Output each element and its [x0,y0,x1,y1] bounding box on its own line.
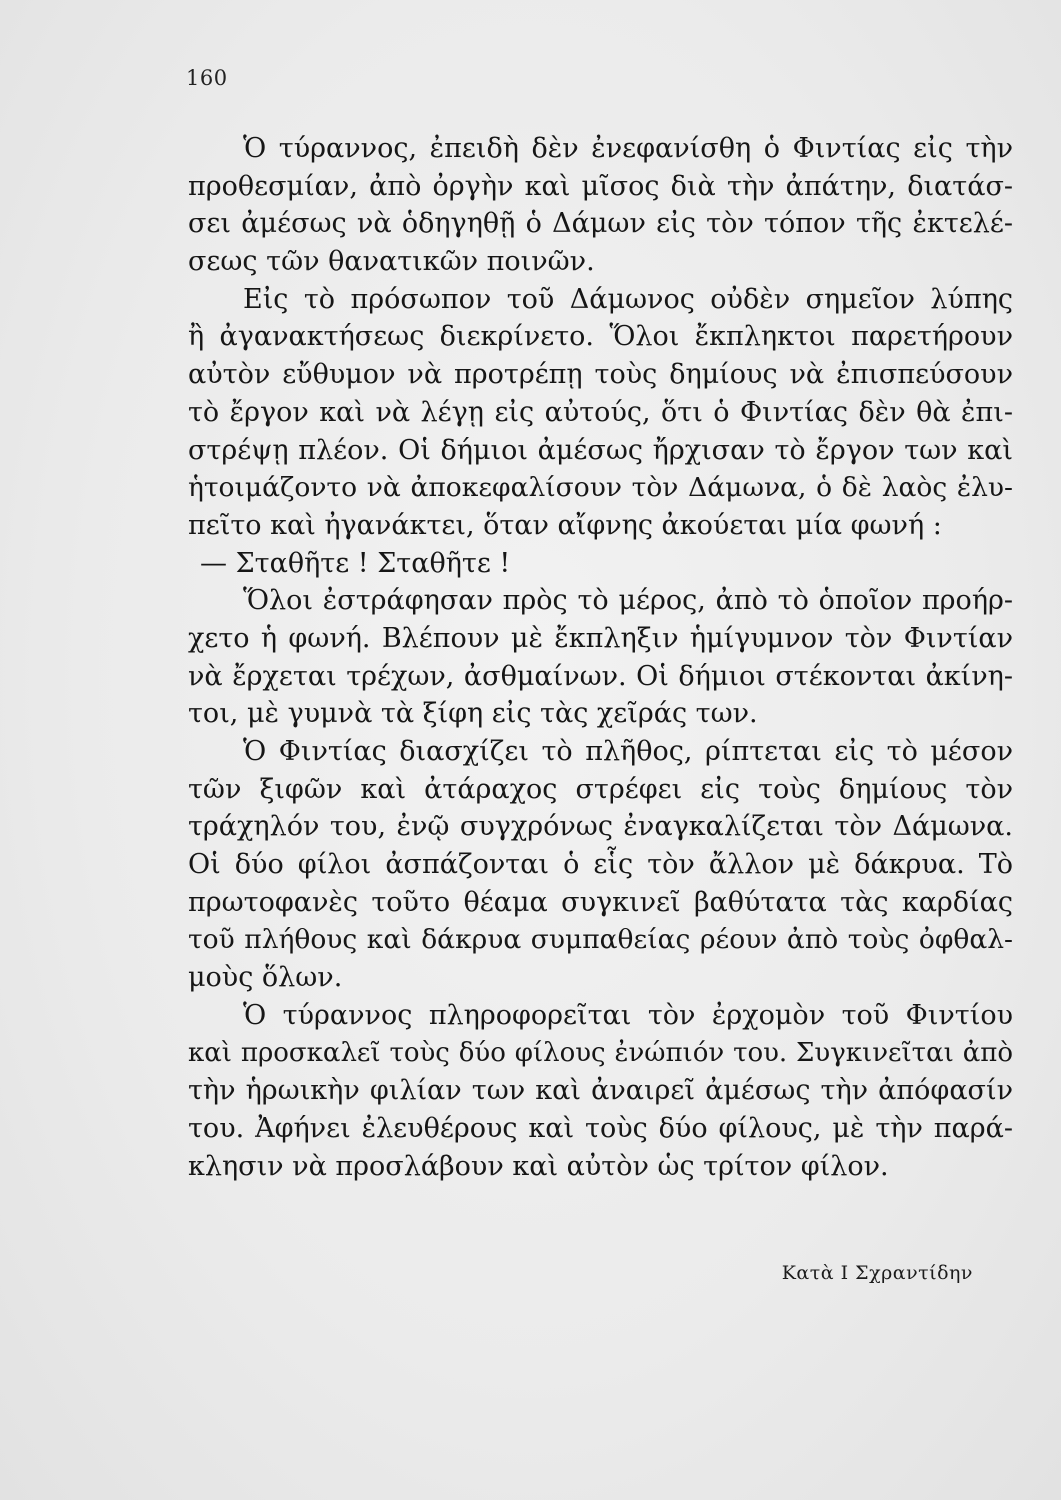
text-line: Εἰς τὸ πρόσωπον τοῦ Δάμωνος οὐδὲν σημεῖον λύπης [243,283,1013,315]
text-line: του. Ἀφήνει ἐλευθέρους καὶ τοὺς δύο φίλους, μὲ τὴν παρά- [188,1112,1013,1144]
text-line: ἢ ἀγανακτήσεως διεκρίνετο. Ὅλοι ἔκπληκτοι παρετήρουν [188,321,1013,353]
text-line: τὸ ἔργον καὶ νὰ λέγῃ εἰς αὐτούς, ὅτι ὁ Φιντίας δὲν θὰ ἐπι- [188,396,1013,428]
text-line: αὐτὸν εὔθυμον νὰ προτρέπῃ τοὺς δημίους νὰ ἐπισπεύσουν [188,359,1013,391]
text-line: Ὁ τύραννος, ἐπειδὴ δὲν ἐνεφανίσθη ὁ Φιντίας εἰς τὴν [243,133,1013,164]
text-line: τράχηλόν του, ἐνῷ συγχρόνως ἐναγκαλίζεται τὸν Δάμωνα. [188,811,1013,843]
text-line: τοῦ πλήθους καὶ δάκρυα συμπαθείας ρέουν ἀπὸ τοὺς ὀφθαλ- [188,924,1013,956]
page-number: 160 [186,66,228,90]
text-line: ἡτοιμάζοντο νὰ ἀποκεφαλίσουν τὸν Δάμωνα, ὁ δὲ λαὸς ἐλυ- [188,472,1013,504]
text-line: κλησιν νὰ προσλάβουν καὶ αὐτὸν ὡς τρίτον φίλον. [188,1150,889,1182]
text-line: καὶ προσκαλεῖ τοὺς δύο φίλους ἐνώπιόν του. Συγκινεῖται ἀπὸ [188,1037,1013,1068]
author-attribution: Κατὰ Ι Σχραντίδην [781,1262,973,1284]
text-line: μοὺς ὅλων. [188,962,343,994]
text-line: πρωτοφανὲς τοῦτο θέαμα συγκινεῖ βαθύτατα τὰς καρδίας [188,886,1013,918]
text-line: τὴν ἡρωικὴν φιλίαν των καὶ ἀναιρεῖ ἀμέσως τὴν ἀπόφασίν [188,1075,1013,1107]
text-line: Οἱ δύο φίλοι ἀσπάζονται ὁ εἷς τὸν ἄλλον μὲ δάκρυα. Τὸ [188,849,1013,881]
text-line: Ὁ τύραννος πληροφορεῖται τὸν ἐρχομὸν τοῦ Φιντίου [243,999,1013,1031]
text-line: πεῖτο καὶ ἠγανάκτει, ὅταν αἴφνης ἀκούεται μία φωνή : [188,509,942,541]
text-line: χετο ἡ φωνή. Βλέπουν μὲ ἔκπληξιν ἡμίγυμνον τὸν Φιντίαν [188,622,1013,654]
text-line: τοι, μὲ γυμνὰ τὰ ξίφη εἰς τὰς χεῖράς των. [188,698,758,730]
text-line: νὰ ἔρχεται τρέχων, ἀσθμαίνων. Οἱ δήμιοι στέκονται ἀκίνη- [188,660,1013,692]
text-line: σει ἀμέσως νὰ ὁδηγηθῇ ὁ Δάμων εἰς τὸν τόπον τῆς ἐκτελέ- [188,208,1013,240]
text-line: τῶν ξιφῶν καὶ ἀτάραχος στρέφει εἰς τοὺς δημίους τὸν [188,773,1013,805]
text-line: Ὁ Φιντίας διασχίζει τὸ πλῆθος, ρίπτεται εἰς τὸ μέσον [243,736,1013,767]
text-line: προθεσμίαν, ἀπὸ ὀργὴν καὶ μῖσος διὰ τὴν ἀπάτην, διατάσ- [188,170,1013,202]
text-line: στρέψῃ πλέον. Οἱ δήμιοι ἀμέσως ἤρχισαν τὸ ἔργον των καὶ [188,434,1013,466]
text-line: σεως τῶν θανατικῶν ποινῶν. [188,246,595,278]
body-text [188,130,1013,1185]
text-line: Ὅλοι ἐστράφησαν πρὸς τὸ μέρος, ἀπὸ τὸ ὁποῖον προήρ- [243,585,1013,617]
dialogue-line: — Σταθῆτε ! Σταθῆτε ! [200,547,511,579]
